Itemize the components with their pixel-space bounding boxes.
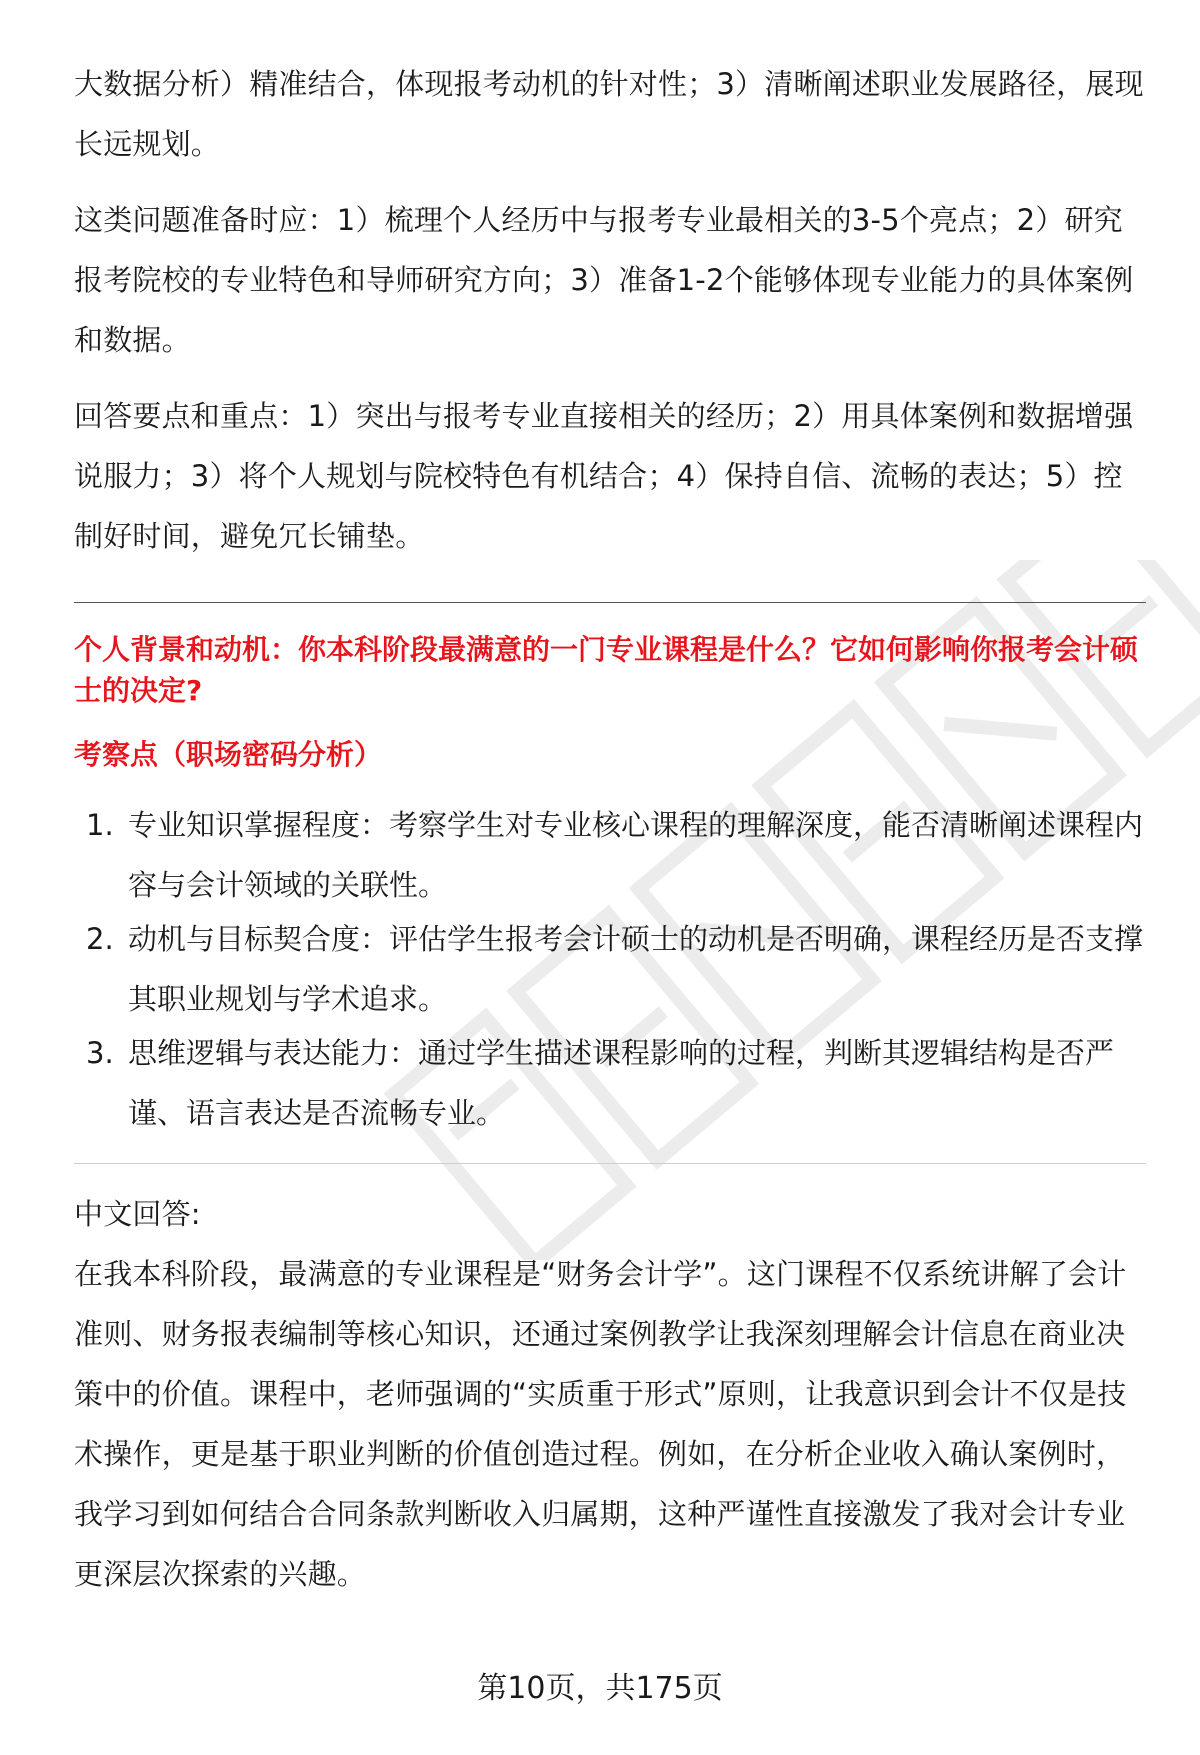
divider xyxy=(74,1163,1146,1164)
list-item-text: 思维逻辑与表达能力：通过学生描述课程影响的过程，判断其逻辑结构是否严谨、语言表达是否流畅专业。 xyxy=(128,1036,1115,1130)
document-page xyxy=(74,54,1146,1604)
list-item-text: 专业知识掌握程度：考察学生对专业核心课程的理解深度，能否清晰阐述课程内容与会计领域的关联性。 xyxy=(128,808,1144,902)
paragraph-preparation: 这类问题准备时应：1）梳理个人经历中与报考专业最相关的3-5个亮点；2）研究报考院校的专业特色和导师研究方向；3）准备1-2个能够体现专业能力的具体案例和数据。 xyxy=(74,203,1134,357)
list-item-number: 3. xyxy=(86,1036,114,1070)
divider xyxy=(74,602,1146,603)
list-item-number: 2. xyxy=(86,922,114,956)
answer-text: 在我本科阶段，最满意的专业课程是“财务会计学”。这门课程不仅系统讲解了会计准则、财务报表编制等核心知识，还通过案例教学让我深刻理解会计信息在商业决策中的价值。课程中，老师强调的“实质重于形式”原则，让我意识到会计不仅是技术操作，更是基于职业判断的价值创造过程。例如，在分析企业收入确认案例时，我学习到如何结合合同条款判断收入归属期，这种严谨性直接激发了我对会计专业更深层次探索的兴趣。 xyxy=(74,1257,1127,1591)
list-item xyxy=(74,795,1146,915)
list-item xyxy=(74,909,1146,1029)
assessment-points-list xyxy=(74,795,1146,1143)
paragraph-key-points: 回答要点和重点：1）突出与报考专业直接相关的经历；2）用具体案例和数据增强说服力；3）将个人规划与院校特色有机结合；4）保持自信、流畅的表达；5）控制好时间，避免冗长铺垫。 xyxy=(74,399,1134,553)
question-title: 个人背景和动机：你本科阶段最满意的一门专业课程是什么？它如何影响你报考会计硕士的决定? xyxy=(74,633,1139,707)
list-item-text: 动机与目标契合度：评估学生报考会计硕士的动机是否明确，课程经历是否支撑其职业规划与学术追求。 xyxy=(128,922,1144,1016)
paragraph-motivation-end: 大数据分析）精准结合，体现报考动机的针对性；3）清晰阐述职业发展路径，展现长远规划。 xyxy=(74,67,1144,161)
list-item-number: 1. xyxy=(86,808,114,842)
list-item xyxy=(74,1023,1146,1143)
answer-label: 中文回答: xyxy=(74,1197,201,1231)
question-subtitle: 考察点（职场密码分析） xyxy=(74,738,383,771)
page-number: 第10页，共175页 xyxy=(477,1671,723,1706)
